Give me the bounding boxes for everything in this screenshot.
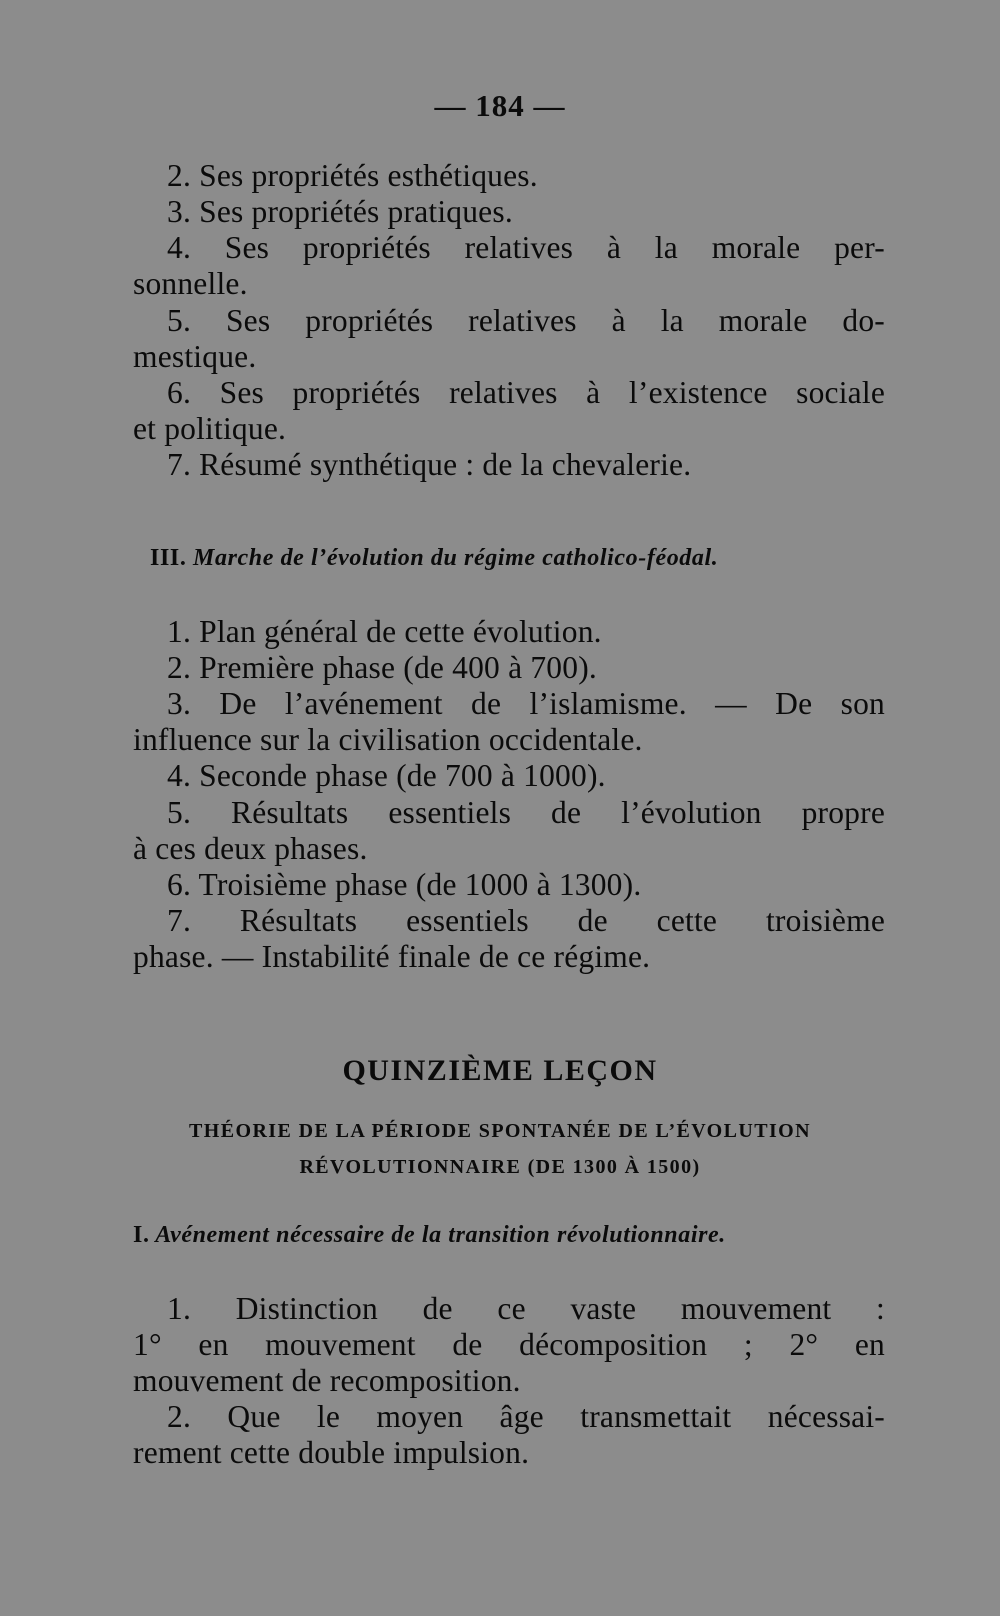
section-title: Marche de l’évolution du régime catholico-féodal. [193,545,719,571]
lesson-title: QUINZIÈME LEÇON [342,1054,658,1087]
list-item: 4. Ses propriétés relatives à la morale per- [167,230,885,265]
lesson-subtitle: RÉVOLUTIONNAIRE (DE 1300 À 1500) [299,1156,701,1178]
section-heading [133,1222,726,1249]
list-item: 7. Résumé synthétique : de la chevalerie. [167,447,692,482]
list-item: 6. Troisième phase (de 1000 à 1300). [167,867,642,902]
list-item: 2. Que le moyen âge transmettait nécessai- [167,1399,885,1434]
list-item-continuation: mouvement de recomposition. [133,1363,521,1398]
list-item: 5. Résultats essentiels de l’évolution propre [167,795,885,830]
list-item: 4. Seconde phase (de 700 à 1000). [167,758,606,793]
list-item-continuation: à ces deux phases. [133,831,368,866]
list-item: 1. Distinction de ce vaste mouvement : [167,1291,885,1326]
list-item-continuation: rement cette double impulsion. [133,1435,530,1470]
list-item-continuation: sonnelle. [133,266,248,301]
list-item: 3. Ses propriétés pratiques. [167,194,513,229]
list-item: 5. Ses propriétés relatives à la morale do- [167,303,885,338]
list-item-continuation: et politique. [133,411,287,446]
list-item-continuation: phase. — Instabilité finale de ce régime. [133,939,651,974]
list-item: 1. Plan général de cette évolution. [167,614,602,649]
list-item: 2. Première phase (de 400 à 700). [167,650,597,685]
section-numeral: III. [150,545,187,571]
list-item: 2. Ses propriétés esthétiques. [167,158,538,193]
list-item: 6. Ses propriétés relatives à l’existence sociale [167,375,885,410]
list-item-continuation: mestique. [133,339,257,374]
list-item: 7. Résultats essentiels de cette troisième [167,903,885,938]
lesson-subtitle: THÉORIE DE LA PÉRIODE SPONTANÉE DE L’ÉVOLUTION [189,1120,811,1142]
page-number: — 184 — [434,88,566,123]
list-item-continuation: 1° en mouvement de décomposition ; 2° en [133,1327,885,1362]
section-title: Avénement nécessaire de la transition révolutionnaire. [155,1222,726,1248]
section-numeral: I. [133,1222,150,1248]
list-item: 3. De l’avénement de l’islamisme. — De son [167,686,885,721]
list-item-continuation: influence sur la civilisation occidentale. [133,722,643,757]
section-heading [150,545,718,572]
